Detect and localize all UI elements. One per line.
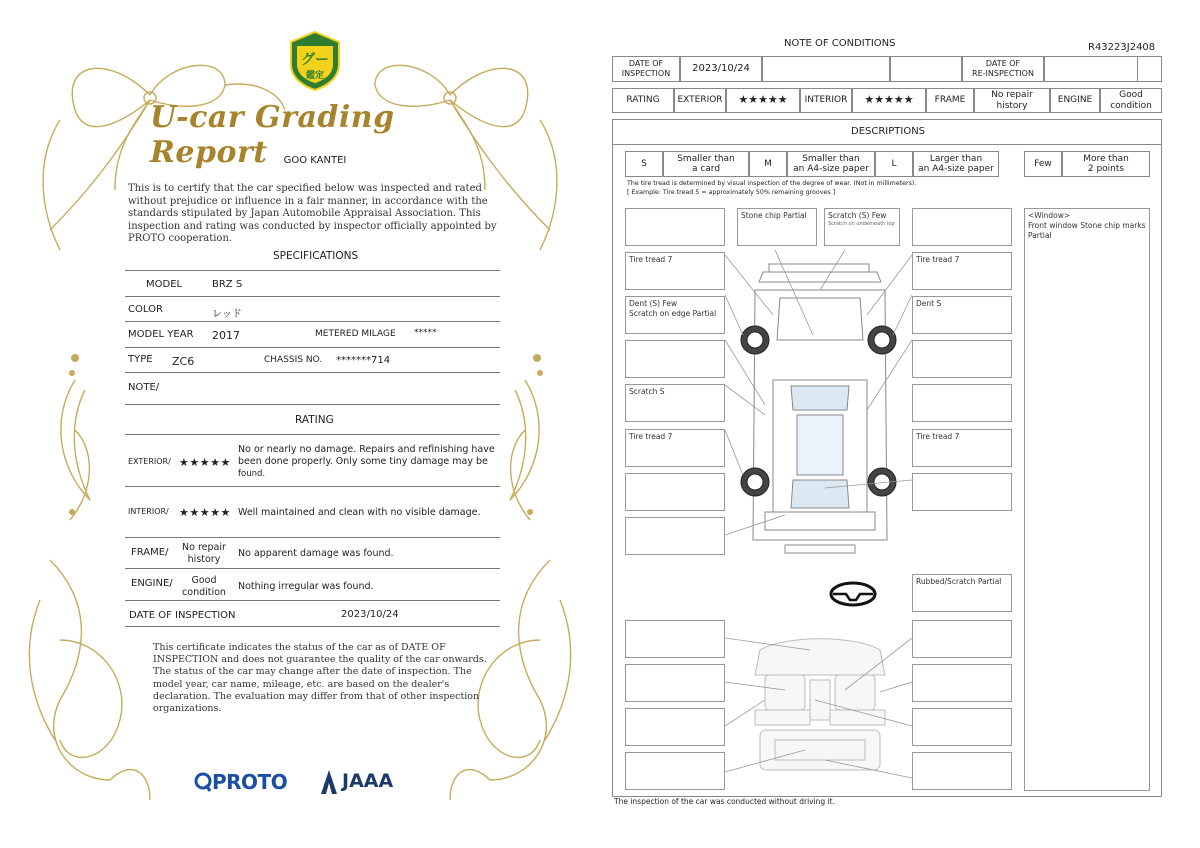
steering-wheel-icon: [828, 581, 878, 607]
chassis-value: *******714: [336, 355, 391, 366]
note-box-left-4: [625, 340, 725, 378]
frame-value: No repair history: [182, 542, 226, 565]
note-of-conditions-sheet: [600, 0, 1200, 848]
certificate-disclaimer: This certificate indicates the status of the car as of DATE OF INSPECTION and does not guarantee the quality of the car onwards. The status of the car may change after the date of inspection. The model year, car name, mileage, etc. are based on the dealer's declaration. The evaluation may differ from that of other inspection organizations.: [153, 642, 487, 715]
divider: [125, 626, 500, 627]
window-note-box: <Window> Front window Stone chip marks Partial: [1024, 208, 1150, 791]
legend-few-desc: More than 2 points: [1062, 151, 1150, 177]
note-box-steering: Rubbed/Scratch Partial: [912, 574, 1012, 612]
legend-s: S: [625, 151, 663, 177]
sheet-heading: NOTE OF CONDITIONS: [784, 38, 896, 49]
engine-value: Good condition: [1100, 88, 1162, 113]
note-box-left-2: Tire tread 7: [625, 252, 725, 290]
proto-logo-icon: [193, 771, 213, 793]
model-year-label: MODEL YEAR: [128, 329, 194, 340]
color-value: レッド: [212, 309, 242, 320]
certificate-intro: This is to certify that the car specified below was inspected and rated without prejudice or influence in a fair manner, in accordance with the standards stipulated by Japan Automobile Appraisal Association. This inspection and rating was conducted by inspector officially appointed by PROTO cooperation.: [128, 183, 497, 244]
descriptions-heading: DESCRIPTIONS: [851, 126, 926, 137]
svg-text:鑑定: 鑑定: [305, 71, 325, 81]
tire-note: The tire tread is determined by visual inspection of the degree of wear. (Not in millimeters).: [627, 180, 917, 187]
rating-label: RATING: [612, 88, 674, 113]
note-box-left-1: [625, 208, 725, 246]
specifications-heading: SPECIFICATIONS: [273, 250, 359, 262]
note-box-interior-left-2: [625, 664, 725, 702]
empty-cell: [890, 56, 962, 82]
divider: [125, 434, 500, 435]
model-year-value: 2017: [212, 329, 240, 342]
divider: [125, 537, 500, 538]
note-box-interior-left-3: [625, 708, 725, 746]
divider: [125, 404, 500, 405]
note-box-top-center-left: Stone chip Partial: [737, 208, 817, 246]
note-box-right-3: Dent S: [912, 296, 1012, 334]
report-title: U-car Grading Report: [150, 100, 395, 170]
note-box-interior-right-1: [912, 620, 1012, 658]
legend-l-desc: Larger than an A4-size paper: [913, 151, 999, 177]
legend-s-desc: Smaller than a card: [663, 151, 749, 177]
divider: [125, 270, 500, 271]
divider: [125, 296, 500, 297]
note-box-interior-right-3: [912, 708, 1012, 746]
color-label: COLOR: [128, 304, 163, 315]
report-subtitle: GOO KANTEI: [283, 155, 347, 166]
date-of-inspection-label: DATE OF INSPECTION: [612, 56, 680, 82]
metered-milage-label: METERED MILAGE: [315, 329, 396, 339]
date-of-inspection-value: 2023/10/24: [341, 609, 399, 620]
note-box-left-8: [625, 517, 725, 555]
frame-description: No apparent damage was found.: [238, 548, 394, 559]
note-box-left-7: [625, 473, 725, 511]
divider: [125, 372, 500, 373]
divider: [125, 486, 500, 487]
interior-stars: ★★★★★: [179, 506, 231, 519]
note-box-interior-left-1: [625, 620, 725, 658]
engine-description: Nothing irregular was found.: [238, 581, 374, 592]
goo-kantei-badge-icon: [287, 30, 343, 92]
note-box-right-7: [912, 473, 1012, 511]
engine-label: ENGINE/: [131, 578, 173, 589]
exterior-stars: ★★★★★: [179, 456, 231, 469]
exterior-description: No or nearly no damage. Repairs and refinishing have been done properly. Only some tiny damage may be found.: [238, 444, 495, 479]
frame-value: No repair history: [974, 88, 1050, 113]
note-box-interior-left-4: [625, 752, 725, 790]
type-label: TYPE: [128, 354, 153, 365]
interior-seats-diagram: [725, 630, 915, 795]
model-label: MODEL: [146, 279, 183, 290]
legend-m: M: [749, 151, 787, 177]
legend-m-desc: Smaller than an A4-size paper: [787, 151, 875, 177]
interior-label: INTERIOR/: [128, 507, 169, 516]
empty-cell: [1038, 56, 1162, 82]
metered-milage-value: *****: [414, 328, 437, 338]
divider: [125, 321, 500, 322]
date-of-inspection-value: 2023/10/24: [680, 56, 762, 82]
frame-label: FRAME/: [131, 547, 169, 558]
frame-label: FRAME: [926, 88, 974, 113]
note-box-right-5: [912, 384, 1012, 422]
divider: [612, 144, 1162, 145]
reference-number: R43223J2408: [1088, 42, 1156, 53]
divider: [125, 347, 500, 348]
divider: [125, 600, 500, 601]
legend-l: L: [875, 151, 913, 177]
divider: [125, 568, 500, 569]
jaaa-logo-text: JAAA: [342, 770, 394, 792]
tire-example: [ Example: Tire tread 5 = approximately 50% remaining grooves ]: [627, 189, 836, 196]
type-value: ZC6: [172, 355, 195, 368]
note-box-top-center-right: Scratch (S) Few Scratch on underneath lop: [824, 208, 900, 246]
rating-heading: RATING: [295, 414, 334, 426]
note-box-left-6: Tire tread 7: [625, 429, 725, 467]
note-box-left-5: Scratch S: [625, 384, 725, 422]
car-top-view-diagram: [725, 250, 915, 560]
interior-description: Well maintained and clean with no visible damage.: [238, 507, 481, 518]
note-box-right-1: [912, 208, 1012, 246]
interior-stars: ★★★★★: [852, 88, 926, 113]
model-value: BRZ S: [212, 279, 243, 290]
note-box-right-4: [912, 340, 1012, 378]
jaaa-logo-icon: [318, 769, 340, 795]
engine-label: ENGINE: [1050, 88, 1100, 113]
empty-cell: [762, 56, 890, 82]
exterior-stars: ★★★★★: [726, 88, 800, 113]
note-box-interior-right-2: [912, 664, 1012, 702]
sheet-footnote: The inspection of the car was conducted without driving it.: [614, 797, 835, 806]
note-box-right-2: Tire tread 7: [912, 252, 1012, 290]
date-of-inspection-label: DATE OF INSPECTION: [129, 610, 236, 621]
date-of-reinspection-label: DATE OF RE-INSPECTION: [962, 56, 1044, 82]
chassis-label: CHASSIS NO.: [264, 355, 323, 365]
note-box-interior-right-4: [912, 752, 1012, 790]
interior-label: INTERIOR: [800, 88, 852, 113]
proto-logo-text: PROTO: [212, 770, 288, 794]
engine-value: Good condition: [182, 575, 226, 598]
note-box-right-6: Tire tread 7: [912, 429, 1012, 467]
legend-few: Few: [1024, 151, 1062, 177]
note-label: NOTE/: [128, 382, 160, 393]
svg-text:グー: グー: [301, 52, 329, 68]
exterior-label: EXTERIOR: [674, 88, 726, 113]
note-box-left-3: Dent (S) Few Scratch on edge Partial: [625, 296, 725, 334]
exterior-label: EXTERIOR/: [128, 457, 171, 466]
